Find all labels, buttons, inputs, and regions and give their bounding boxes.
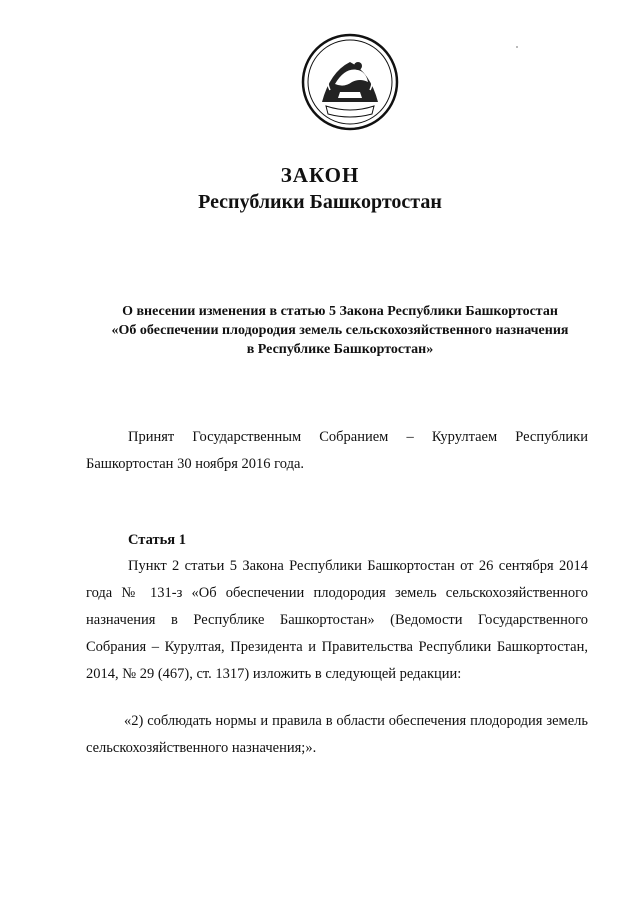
article-1-body: Пункт 2 статьи 5 Закона Республики Башкортостан от 26 сентября 2014 года № 131-з «Об обеспечении плодородия земель сельскохозяйственного назначения в Республике Башкортостан» (Ведомости Государственного Собрания – Курултая, Президента и Правительства Республики Башкортостан, 2014, № 29 (467), ст. 1317) изложить в следующей редакции: (86, 558, 588, 682)
document-subtitle: Республики Башкортостан (198, 191, 442, 213)
article-1-amendment: «2) соблюдать нормы и правила в области обеспечения плодородия земель сельскохозяйственного назначения;». (86, 713, 588, 756)
adoption-statement: Принят Государственным Собранием – Курултаем Республики Башкортостан 30 ноября 2016 года. (86, 429, 588, 472)
subject-line-3: в Республике Башкортостан» (246, 342, 434, 357)
law-subject-heading (70, 302, 610, 359)
scan-speck (516, 46, 518, 48)
subject-line-2: «Об обеспечении плодородия земель сельскохозяйственного назначения (111, 323, 569, 338)
document-title: ЗАКОН (280, 163, 360, 187)
coat-of-arms-emblem (300, 32, 400, 132)
article-1-heading: Статья 1 (128, 532, 186, 548)
bashkortostan-coat-of-arms-icon (300, 32, 400, 132)
subject-line-1: О внесении изменения в статью 5 Закона Республики Башкортостан (122, 304, 558, 319)
